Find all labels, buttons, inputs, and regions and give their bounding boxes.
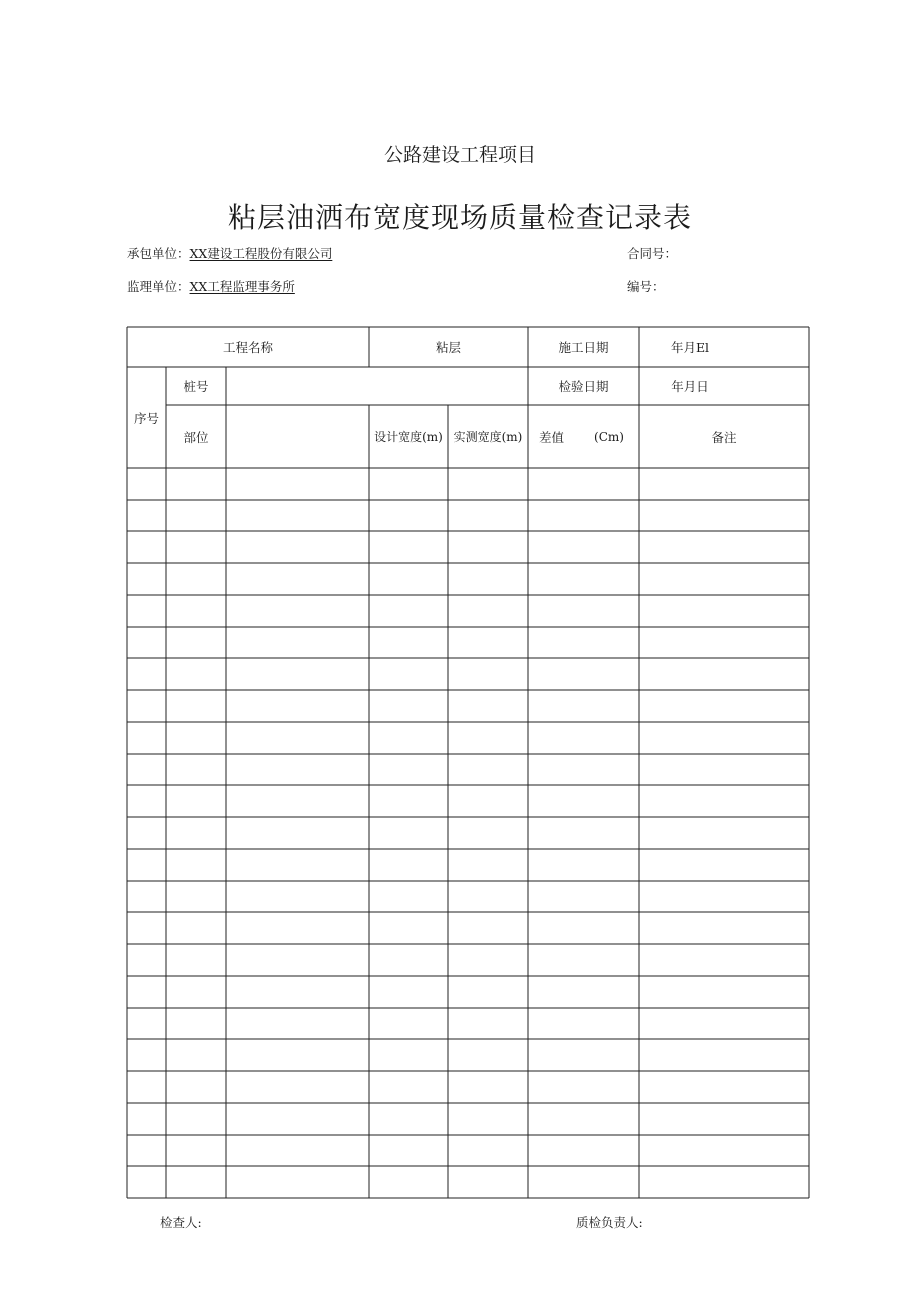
inspector-signature-label: 检查人: <box>160 1215 202 1230</box>
supervisor-value: XX工程监理事务所 <box>189 279 295 294</box>
design-width-label: 设计宽度(m) <box>374 430 443 444</box>
supervisor-label: 监理单位： <box>127 279 190 294</box>
diff-header <box>539 405 639 468</box>
contract-no-label: 合同号： <box>627 246 678 261</box>
inspection-date-value: 年月日 <box>671 379 709 394</box>
contractor-value: XX建设工程股份有限公司 <box>189 246 333 261</box>
form-title: 粘层油洒布宽度现场质量检查记录表 <box>227 201 692 234</box>
qc-lead-signature-label: 质检负责人: <box>576 1215 643 1230</box>
part-label: 部位 <box>183 429 209 445</box>
measured-width-label: 实测宽度(m) <box>453 430 523 444</box>
seq-label: 序号 <box>133 410 159 426</box>
contractor-label: 承包单位： <box>127 246 190 261</box>
inspection-date-label: 检验日期 <box>558 379 609 394</box>
construction-date-label: 施工日期 <box>558 340 609 355</box>
station-label: 桩号 <box>183 379 209 394</box>
serial-no-label: 编号： <box>627 279 665 294</box>
remarks-label: 备注 <box>711 429 737 445</box>
diff-unit: (Cm) <box>594 429 624 444</box>
project-subtitle: 公路建设工程项目 <box>383 144 536 166</box>
project-name-value: 粘层 <box>435 340 461 355</box>
diff-label: 差值 <box>539 429 565 445</box>
construction-date-value: 年月El <box>670 340 710 355</box>
project-name-label: 工程名称 <box>222 340 273 355</box>
